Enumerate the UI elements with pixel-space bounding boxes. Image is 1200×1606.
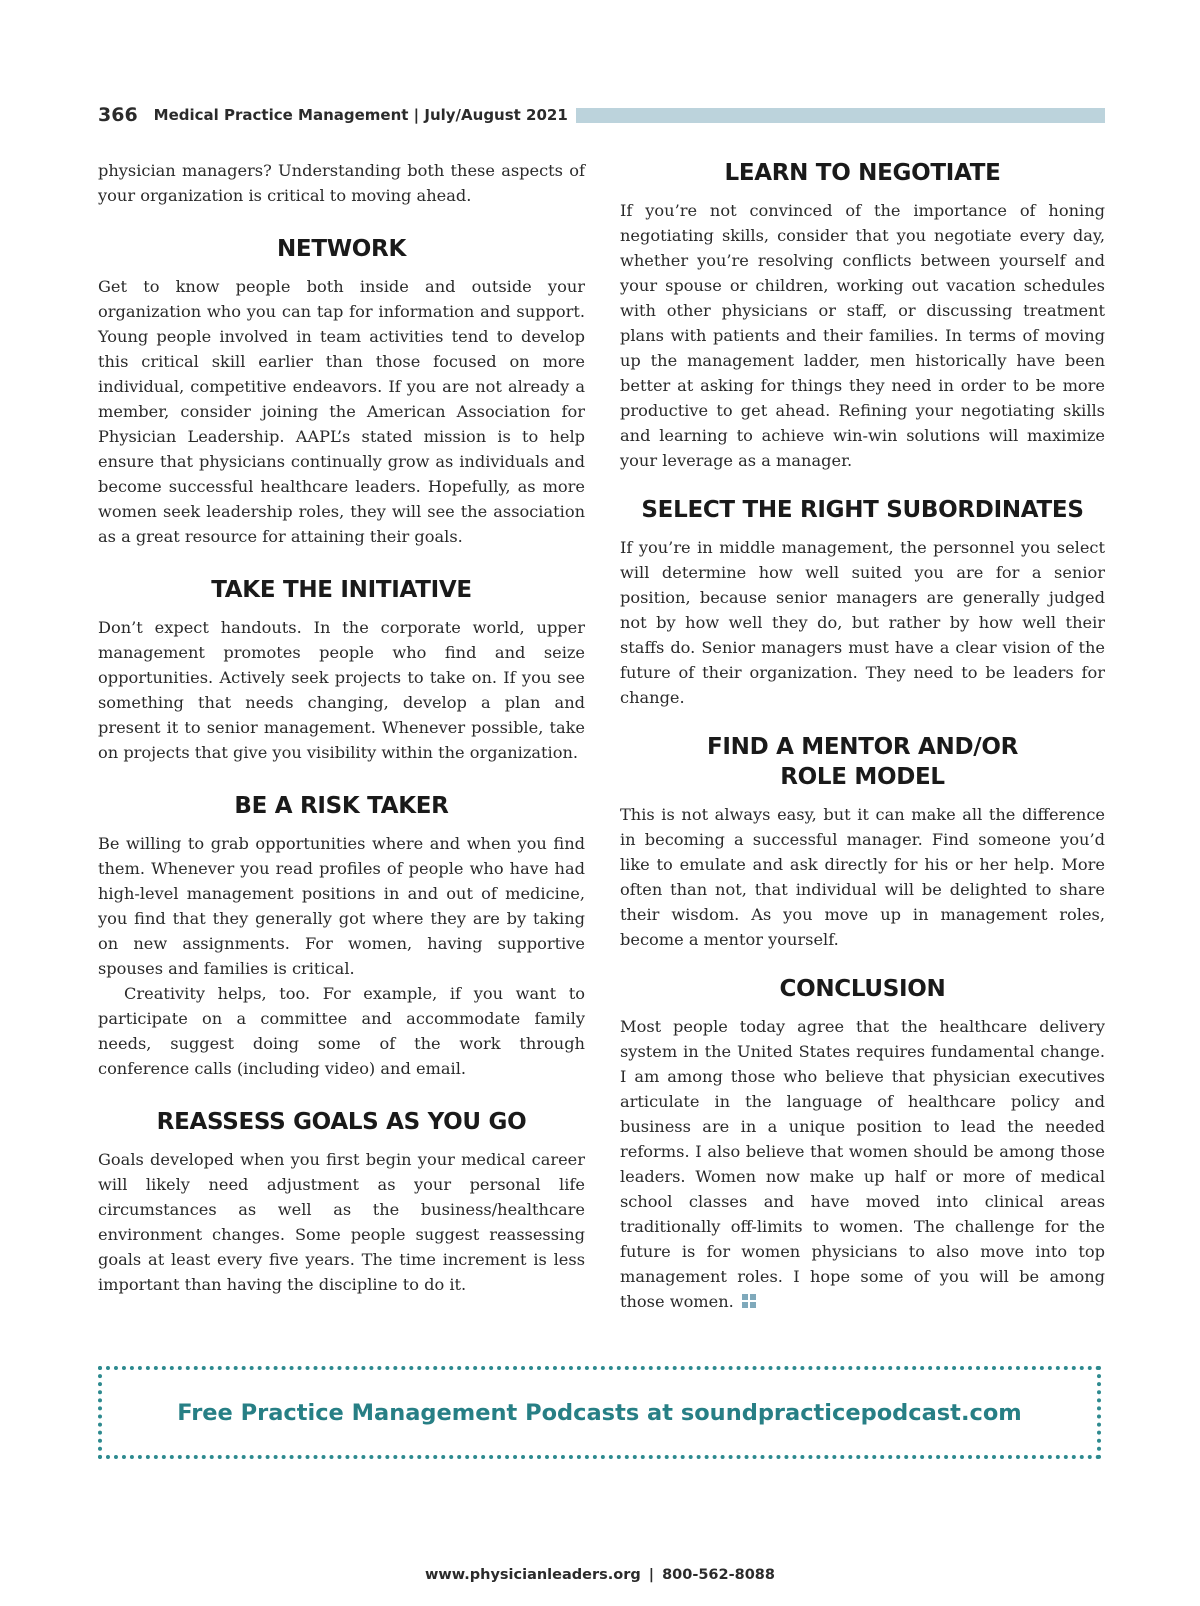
heading-find-a-mentor bbox=[620, 732, 1105, 792]
heading-network: NETWORK bbox=[276, 236, 406, 262]
subordinates-paragraph: If you’re in middle management, the personnel you select will determine how well suited you are for a senior position, because senior managers are generally judged not by how well they do, but rather by how well their staffs do. Senior managers must have a clear vision of the future of their organization. They need to be leaders for change. bbox=[620, 538, 1105, 707]
negotiate-paragraph: If you’re not convinced of the importance of honing negotiating skills, consider that you negotiate every day, whether you’re resolving conflicts between yourself and your spouse or children, working out vacation schedules with other physicians or staff, or discussing treatment plans with patients and their families. In terms of moving up the management ladder, men historically have been better at asking for things they need in order to be more productive to get ahead. Refining your negotiating skills and learning to achieve win-win solutions will maximize your leverage as a manager. bbox=[620, 201, 1105, 470]
mentor-heading-line-2: ROLE MODEL bbox=[780, 764, 945, 790]
conclusion-paragraph bbox=[620, 1014, 1105, 1314]
heading-take-the-initiative: TAKE THE INITIATIVE bbox=[211, 577, 472, 603]
risk-paragraph-2: Creativity helps, too. For example, if you want to participate on a committee and accommodate family needs, suggest doing some of the work through conference calls (including video) and email. bbox=[98, 984, 585, 1078]
podcast-banner[interactable] bbox=[98, 1366, 1101, 1459]
heading-select-subordinates: SELECT THE RIGHT SUBORDINATES bbox=[641, 497, 1084, 523]
risk-paragraph-1: Be willing to grab opportunities where and when you find them. Whenever you read profiles of people who have had high-level management positions in and out of medicine, you find that they generally got where they are by taking on new assignments. For women, having supportive spouses and families is critical. bbox=[98, 834, 585, 978]
publication-title: Medical Practice Management | July/August 2021 bbox=[153, 106, 568, 124]
conclusion-text: Most people today agree that the healthcare delivery system in the United States requires fundamental change. I am among those who believe that physician executives articulate in the language of healthcare policy and business are in a unique position to lead the needed reforms. I also believe that women should be among those leaders. Women now make up half or more of medical school classes and have moved into clinical areas traditionally off-limits to women. The challenge for the future is for women physicians to also move into top management roles. I hope some of you will be among those women. bbox=[620, 1017, 1105, 1311]
network-paragraph: Get to know people both inside and outside your organization who you can tap for information and support. Young people involved in team activities tend to develop this critical skill earlier than those focused on more individual, competitive endeavors. If you are not already a member, consider joining the American Association for Physician Leadership. AAPL’s stated mission is to help ensure that physicians continually grow as individuals and become successful healthcare leaders. Hopefully, as more women seek leadership roles, they will see the association as a great resource for attaining their goals. bbox=[98, 277, 585, 546]
page-number: 366 bbox=[98, 104, 138, 126]
heading-learn-to-negotiate: LEARN TO NEGOTIATE bbox=[724, 160, 1001, 186]
podcast-banner-text[interactable]: Free Practice Management Podcasts at soundpracticepodcast.com bbox=[177, 1399, 1022, 1426]
heading-reassess-goals: REASSESS GOALS AS YOU GO bbox=[156, 1109, 527, 1135]
mentor-heading-line-1: FIND A MENTOR AND/OR bbox=[706, 734, 1019, 760]
mentor-paragraph: This is not always easy, but it can make all the difference in becoming a successful manager. Find someone you’d like to emulate and ask directly for his or her help. More often than not, that individual will be delighted to share their wisdom. As you move up in management roles, become a mentor yourself. bbox=[620, 805, 1105, 949]
reassess-paragraph: Goals developed when you first begin your medical career will likely need adjustment as your personal life circumstances as well as the business/healthcare environment changes. Some people suggest reassessing goals at least every five years. The time increment is less important than having the discipline to do it. bbox=[98, 1150, 585, 1294]
initiative-paragraph: Don’t expect handouts. In the corporate world, upper management promotes people who find and seize opportunities. Actively seek projects to take on. If you see something that needs changing, develop a plan and present it to senior management. Whenever possible, take on projects that give you visibility within the organization. bbox=[98, 618, 585, 762]
heading-be-a-risk-taker: BE A RISK TAKER bbox=[234, 793, 449, 819]
intro-paragraph: physician managers? Understanding both these aspects of your organization is critical to moving ahead. bbox=[98, 161, 585, 205]
footer-separator: | bbox=[648, 1567, 655, 1583]
heading-conclusion: CONCLUSION bbox=[779, 976, 946, 1002]
end-of-article-icon bbox=[742, 1294, 756, 1308]
page-footer bbox=[0, 1567, 1200, 1583]
page-header bbox=[98, 100, 1105, 130]
header-rule-bar bbox=[576, 108, 1105, 123]
left-column bbox=[98, 158, 585, 1297]
footer-website[interactable]: www.physicianleaders.org bbox=[424, 1567, 641, 1583]
footer-phone: 800-562-8088 bbox=[662, 1567, 775, 1583]
right-column bbox=[620, 158, 1105, 1314]
